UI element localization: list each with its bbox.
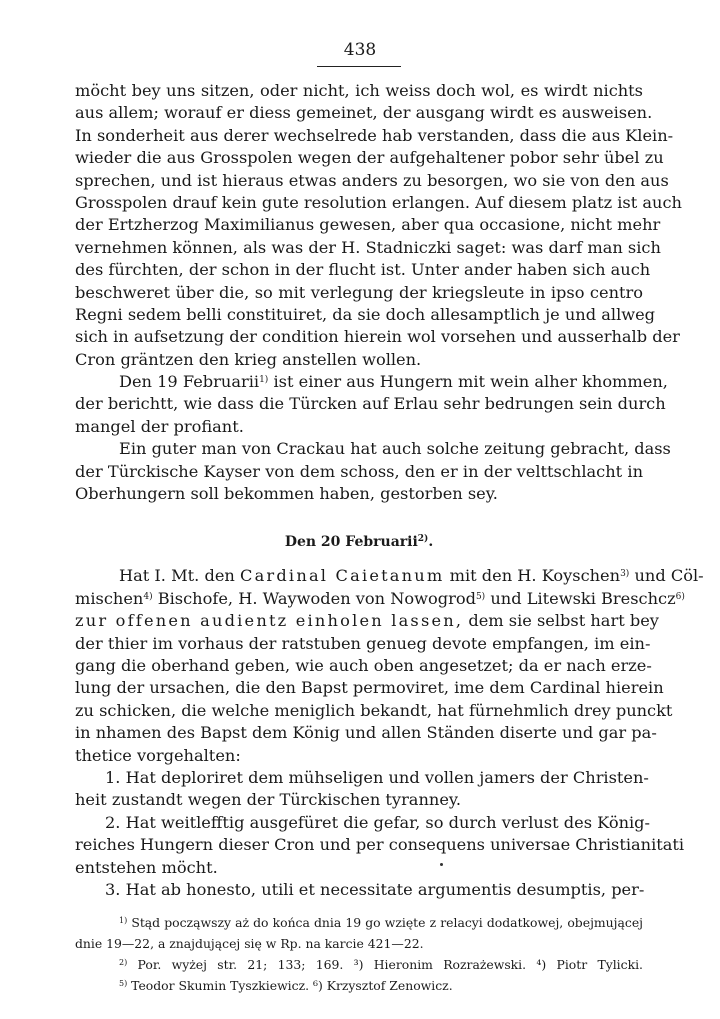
paragraph-1 <box>75 80 682 371</box>
paragraph-1-line: vernehmen können, als was der H. Stadniczki saget: was darf man sich <box>75 237 661 257</box>
paragraph-1-line: sprechen, und ist hieraus etwas anders zu besorgen, wo sie von den aus <box>75 170 669 190</box>
footnote-number: 1) <box>119 916 128 925</box>
paragraph-2-line: mangel der profiant. <box>75 416 244 436</box>
heading-text: Den 20 Februarii <box>284 534 418 551</box>
list-item-line: entstehen möcht. <box>75 857 218 877</box>
paragraph-4-line <box>75 565 704 587</box>
paragraph-2-line <box>75 371 668 393</box>
main-text <box>75 80 704 901</box>
paragraph-4-line: gang die oberhand geben, wie auch oben angesetzet; da er nach erze- <box>75 655 652 675</box>
section-heading <box>75 531 643 553</box>
footnote-line <box>75 912 643 933</box>
footnote-ref: 5) <box>475 591 486 602</box>
text-span: und Cöl- <box>629 566 704 586</box>
list-item-line: 3. Hat ab honesto, utili et necessitate argumentis desumptis, per- <box>105 879 645 899</box>
text-span: ist einer aus Hungern mit wein alher khommen, <box>268 372 668 392</box>
footnote-ref: 3) <box>620 569 630 580</box>
text-span: mischen <box>75 588 144 608</box>
paragraph-1-line: sich in aufsetzung der condition hierein wol vorsehen und ausserhalb der <box>75 327 680 347</box>
paragraph-1-line: Regni sedem belli constituiret, da sie doch allesamptlich je und allweg <box>75 304 656 324</box>
footnote-line <box>75 954 643 975</box>
paragraph-1-line: In sonderheit aus derer wechselrede hab verstanden, dass die aus Klein- <box>75 125 674 145</box>
footnote-text: dnie 19—22, a znajdującej się w Rp. na karcie 421—22. <box>75 936 424 951</box>
text-span: dem sie selbst hart bey <box>463 611 659 631</box>
page-number: 438 <box>343 40 377 60</box>
list-item-line: reiches Hungern dieser Cron und per consequens universae Christianitati <box>75 835 685 855</box>
paragraph-1-line: wieder die aus Grosspolen wegen der aufgehaltener pobor sehr übel zu <box>75 148 664 168</box>
text-span: und Litewski Breschcz <box>485 588 676 608</box>
paragraph-4-line: lung der ursachen, die den Bapst permoviret, ime dem Cardinal hierein <box>75 678 664 698</box>
list-item-line: 1. Hat deploriret dem mühseligen und vollen jamers der Christen- <box>105 767 649 787</box>
list-item-line: heit zustandt wegen der Türckischen tyranney. <box>75 790 462 810</box>
footnote-ref: 2) <box>417 534 429 545</box>
text-span: Hat I. Mt. den <box>119 566 240 586</box>
footnote-text: Por. wyżej str. 21; 133; 169. ³) Hieronim Rozrażewski. ⁴) Piotr Tylicki. <box>127 957 643 972</box>
paragraph-2-line: der berichtt, wie dass die Türcken auf Erlau sehr bedrungen sein durch <box>75 394 666 414</box>
paragraph-4-line: thetice vorgehalten: <box>75 745 241 765</box>
spacer <box>75 553 643 565</box>
footnote-number: 5) <box>119 979 128 988</box>
footnote-ref: 4) <box>143 591 153 602</box>
page-number-rule <box>317 66 401 67</box>
paragraph-1-line: beschweret über die, so mit verlegung der kriegsleute in ipso centro <box>75 282 643 302</box>
text-span: mit den H. Koyschen <box>444 566 621 586</box>
text-span: Den 19 Februarii <box>119 372 260 392</box>
paragraph-4-line <box>75 610 659 632</box>
spaced-text: Cardinal Caietanum <box>240 566 445 586</box>
heading-end: . <box>428 534 434 551</box>
footnote-number: 2) <box>119 958 128 967</box>
paragraph-4-line <box>75 588 685 610</box>
paragraph-3-line: Oberhungern soll bekommen haben, gestorben sey. <box>75 484 498 504</box>
footnote-text: Teodor Skumin Tyszkiewicz. ⁶) Krzysztof Zenowicz. <box>127 978 453 993</box>
footnote-ref: 6) <box>675 591 685 602</box>
footnote-line <box>75 975 643 996</box>
spacer <box>75 505 643 529</box>
spaced-text: zur offenen audientz einholen lassen, <box>75 611 464 631</box>
text-span: Bischofe, H. Waywoden von Nowogrod <box>152 588 476 608</box>
paragraph-1-line: aus allem; worauf er diess gemeinet, der ausgang wirdt es ausweisen. <box>75 103 653 123</box>
paragraph-1-line: Grosspolen drauf kein gute resolution erlangen. Auf diesem platz ist auch <box>75 192 682 212</box>
footnotes <box>75 912 643 996</box>
paragraph-4-line: der thier im vorhaus der ratstuben genueg devote empfangen, im ein- <box>75 633 651 653</box>
footnote-text: Stąd począwszy aż do końca dnia 19 go wzięte z relacyi dodatkowej, obejmującej <box>127 915 643 930</box>
paragraph-4-line: zu schicken, die welche meniglich bekandt, hat fürnehmlich drey punckt <box>75 700 673 720</box>
paragraph-1-line: möcht bey uns sitzen, oder nicht, ich weiss doch wol, es wirdt nichts <box>75 81 643 100</box>
paragraph-1-line: Cron gräntzen den krieg anstellen wollen. <box>75 349 422 369</box>
paragraph-1-line: des fürchten, der schon in der flucht ist. Unter ander haben sich auch <box>75 260 651 280</box>
footnote-line <box>75 933 643 954</box>
paragraph-4-line: in nhamen des Bapst dem König und allen Ständen diserte und gar pa- <box>75 723 657 743</box>
list-item-line: 2. Hat weitlefftig ausgefüret die gefar, so durch verlust des König- <box>105 812 650 832</box>
paragraph-3-line: Ein guter man von Crackau hat auch solche zeitung gebracht, dass <box>119 439 671 459</box>
paragraph-3-line: der Türckische Kayser von dem schoss, den er in der velttschlacht in <box>75 461 643 481</box>
paragraph-1-line: der Ertzherzog Maximilianus gewesen, aber qua occasione, nicht mehr <box>75 215 661 235</box>
footnote-ref: 1) <box>259 375 269 386</box>
ink-speck <box>440 863 443 866</box>
paragraph-4-rest <box>75 633 673 767</box>
